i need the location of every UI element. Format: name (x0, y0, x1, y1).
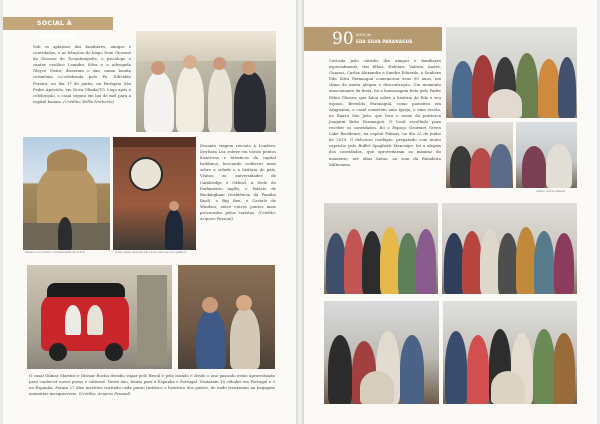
party-photo-4 (443, 301, 577, 404)
tuktuk-photo (27, 265, 172, 369)
party-photo-3 (324, 301, 439, 404)
couple-photo (178, 265, 275, 369)
left-page (3, 0, 296, 424)
caption-oxford: Deylsom Luz visitou a Universidade de Oxford (25, 251, 85, 254)
guests-photo-1 (446, 122, 513, 188)
guests-photo-2 (516, 122, 577, 188)
family-group-photo (446, 27, 577, 118)
caption-clock: O bem-estar ilustrado de 3 anos nas ruas da Inglaterra (115, 251, 187, 254)
header-name: EDA SILVA PARANAGUÁ (356, 39, 413, 44)
travel-text: Durante viagem recente à Londres, Deylsom Luz esteve em vários pontos históricos e turísticos da capital britânica; buscando conhecer mais sobre a cidade e a história do país. Visitou as universidades de Cambridge e Oxford, a Sede do Parlamento inglês, o Palácio de Buckingham (residência da Família Real), o Big Ben, o Castelo de Windsor, entre outros pontos mais procurados pelos turistas. (Crédito: Arquivo Pessoal) (200, 143, 276, 222)
portugal-text: O casal Gilmar Martins e Dismar Rocha decidiu viajar pelo Brasil e pelo mundo e desde o ano passado estão aproveitando para conhecer novos povos e culturas. Neste ano, foram para a Espanha e Portugal. Visitaram 18 cidades em Portugal e 3 na Espanha. Foram 27 dias incríveis curtindo cada ponto turístico e histórico dos países, de onde trouxeram na bagagem memórias inesquecíveis. (Crédito: Arquivo Pessoal) (29, 373, 275, 397)
birthday-text: Cercada pelo carinho dos amigos e familiares especialmente, dos filhos: Helenas, Valeria, André, Guaraci, Carlos Alexandre e Sandro Eduardo, a Senhora Eda Silva Paranaguá comemorou seus 90 anos, em clima de muita alegria e descontração. Um momento emocionante da festa, foi a homenagem feita pelo Padre Fábio Gluisez; que falou sobre a história de Eda e seu esposo, Bertoldo Paranaguá, como pioneiros em Araguaína, o casal construiu uma Igreja, e uma escola, no Bairro São João, que leva o nome do patriarca Joaquim Brito Paranaguá. O local escolhido para receber os convidados, foi o Espaço Gourmet Green Lake Residence, na capital Palmas, no dia 22 de junho de 2019. O delicioso cardápio, preparado com muito capricho pelo Buffet Spaghetti Mancaipe, foi a alegria dos convidados, que aproveitaram ao máximo do momento, até altas horas, ao som da Baladeira Milhomem. (329, 58, 441, 167)
photo-credit: Crédito: Arquivo Pessoal (536, 190, 566, 193)
wedding-photo (136, 31, 276, 132)
party-photo-2 (442, 203, 577, 294)
header-anos: ANOS de (356, 33, 371, 37)
party-photo-1 (324, 203, 438, 294)
right-page (304, 0, 597, 424)
header-number: 90 (332, 29, 354, 49)
wedding-text: Sob os aplausos dos familiares, amigos e convidados, e as bênçãos do bispo Dom Giovane da Diocese de Tocantinópolis, o psicólogo e cantor católico Leandro Silva e a advogada Gleyce Vieira, disseram o sim, numa bonita cerimônia co-celebrada pelo Pe. Edivaldo Pereira, no dia 1º de junho, na Paróquia São Pedro Apóstolo, em Nova Olinda/TO. Logo após a celebração, o casal seguiu em lua de mel para a capital baiana. (Crédito: Willis Norberto) (33, 44, 131, 104)
page-gutter (296, 0, 304, 424)
section-title: SOCIAL À RAGUAÍNA (3, 17, 113, 30)
clock-photo (113, 137, 196, 250)
oxford-photo (23, 137, 110, 250)
